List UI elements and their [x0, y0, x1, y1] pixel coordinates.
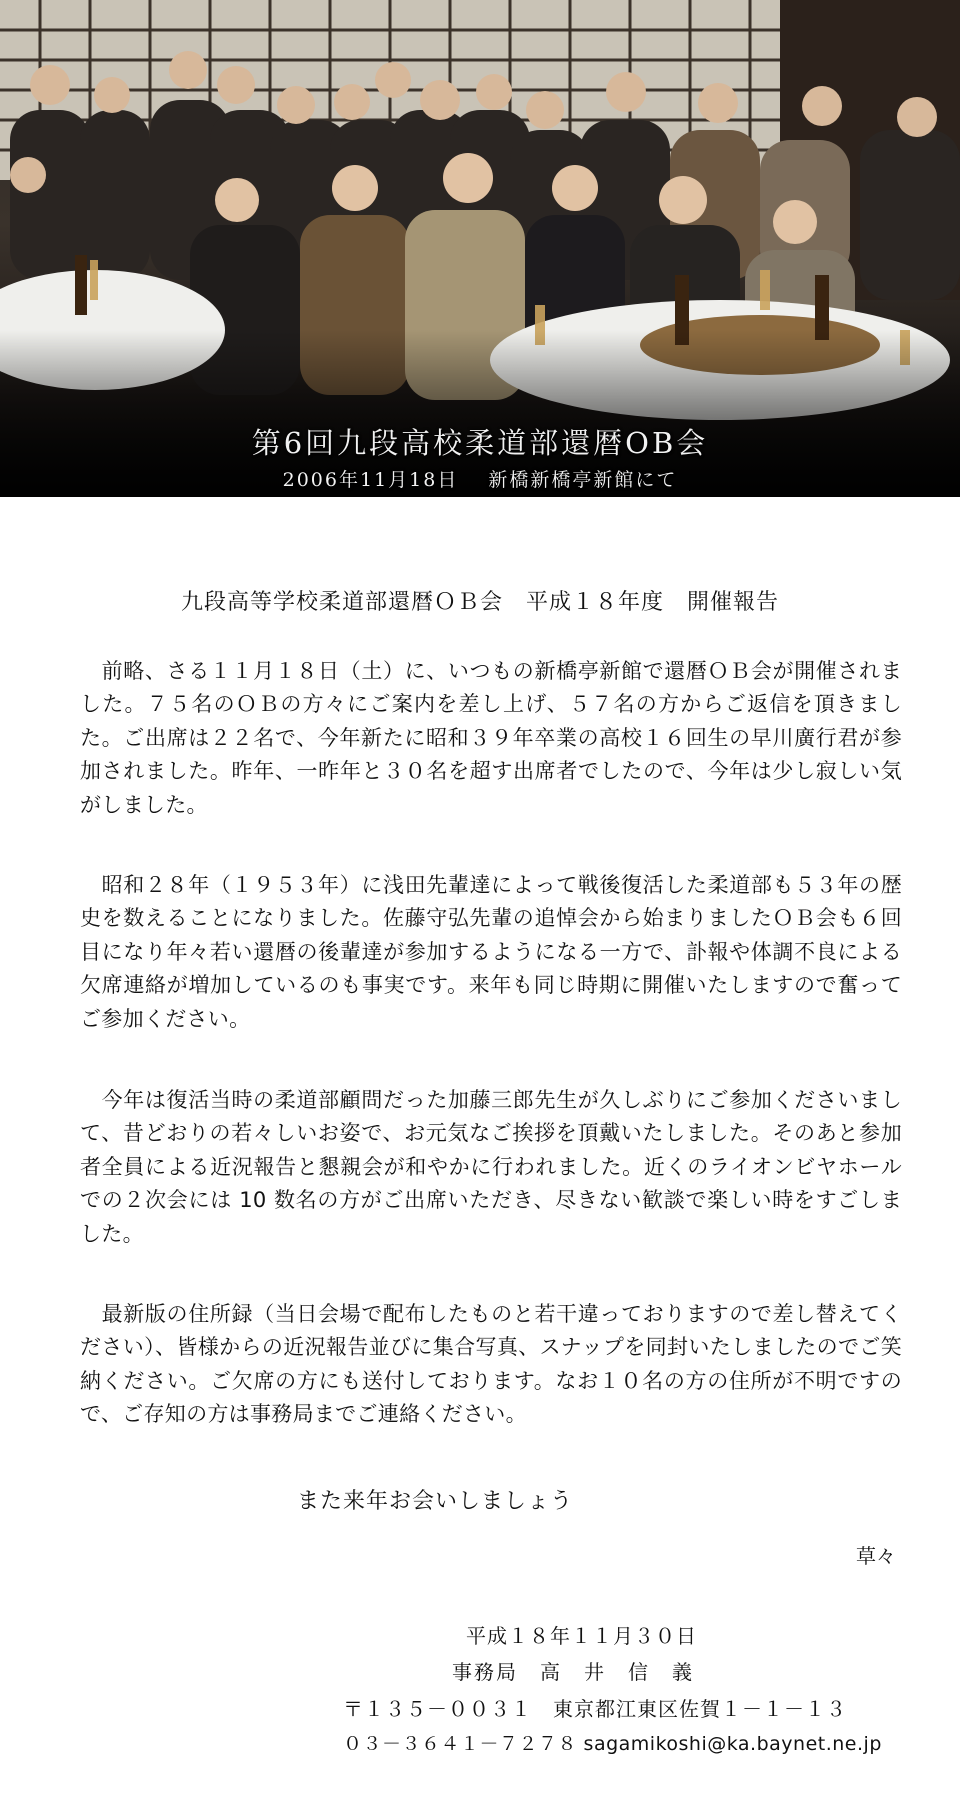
- letter-paragraph-2: 昭和２８年（１９５３年）に浅田先輩達によって戦後復活した柔道部も５３年の歴史を数えることになりました。佐藤守弘先輩の追悼会から始まりましたＯＢ会も６回目になり年々若い還暦の後輩達が参加するようになる一方で、訃報や体調不良による欠席連絡が増加しているのも事実です。来年も同じ時期に開催いたしますので奮ってご参加ください。: [80, 873, 902, 1031]
- office-address: 〒１３５－００３１ 東京都江東区佐賀１－１－１３: [343, 1697, 847, 1721]
- letter-date: 平成１８年１１月３０日: [466, 1624, 697, 1648]
- letter-heading: 九段高等学校柔道部還暦ＯＢ会 平成１８年度 開催報告: [180, 590, 779, 615]
- sign-off: 草々: [856, 1544, 896, 1568]
- letter-paragraph-1: 前略、さる１１月１８日（土）に、いつもの新橋亭新館で還暦ＯＢ会が開催されました。７５名のＯＢの方々にご案内を差し上げ、５７名の方からご返信を頂きました。ご出席は２２名で、今年新たに昭和３９年卒業の高校１６回生の早川廣行君が参加されました。昨年、一昨年と３０名を超す出席者でしたので、今年は少し寂しい気がしました。: [80, 659, 902, 817]
- photo-caption-title: 第6回九段高校柔道部還暦OB会: [251, 426, 709, 460]
- letter-paragraph-4: 最新版の住所録（当日会場で配布したものと若干違っておりますので差し替えてください）、皆様からの近況報告並びに集合写真、スナップを同封いたしましたのでご笑納ください。ご欠席の方にも送付しております。なお１０名の方の住所が不明ですので、ご存知の方は事務局までご連絡ください。: [80, 1302, 902, 1427]
- photo-caption-date: 2006年11月18日: [282, 469, 459, 491]
- office-contact: ０３－３６４１－７２７８ sagamikoshi@ka.baynet.ne.jp: [343, 1733, 882, 1755]
- closing-line: また来年お会いしましょう: [297, 1489, 574, 1514]
- letter-paragraph-3: 今年は復活当時の柔道部顧問だった加藤三郎先生が久しぶりにご参加くださいまして、昔どおりの若々しいお姿で、お元気なご挨拶を頂戴いたしました。そのあと参加者全員による近況報告と懇親会が和やかに行われました。近くのライオンビヤホールでの２次会には 10 数名の方がご出席いただき、尽きない歓談で楽しい時をすごしました。: [80, 1088, 902, 1246]
- photo-caption-subtitle: [0, 465, 960, 492]
- group-photo: [0, 0, 960, 497]
- photo-caption-venue: 新橋新橋亭新館にて: [488, 469, 678, 491]
- office-name: 事務局 高 井 信 義: [452, 1660, 694, 1684]
